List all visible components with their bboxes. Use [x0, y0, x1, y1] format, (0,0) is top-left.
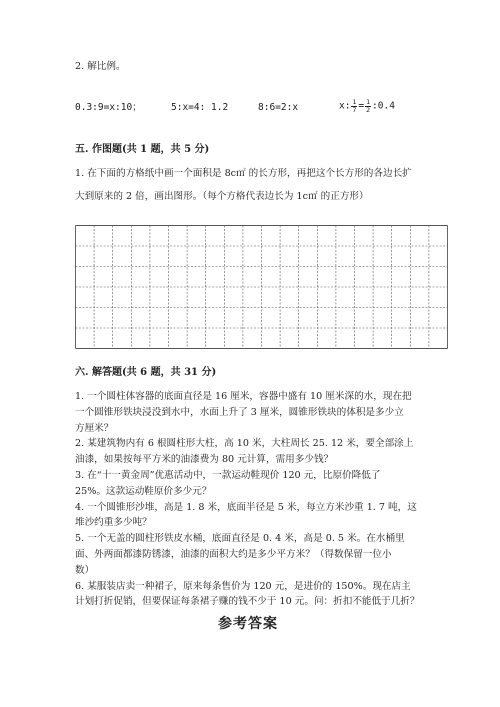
grid-paper	[75, 225, 448, 349]
problem-line: 方厘米？	[75, 422, 114, 434]
equation-2: 5:x=4: 1.2	[171, 102, 229, 113]
fraction-one-seventh: $\frac{1}{7}$	[352, 98, 357, 114]
problem-line: 油漆，如果按每平方米的油漆费为 80 元计算，需用多少钱？	[75, 454, 334, 466]
problem-line: 3. 在“十一黄金周”优惠活动中，一款运动鞋现价 120 元，比原价降低了	[75, 470, 381, 481]
problem-line: 25%。这款运动鞋原价多少元？	[75, 485, 212, 497]
equation-4	[339, 99, 395, 113]
problem-line: 一个圆锥形铁块浸没到水中，水面上升了 3 厘米，圆锥形铁块的体积是多少立	[75, 406, 404, 418]
drawing-question-line-2: 大到原来的 2 倍，画出图形。（每个方格代表边长为 1c㎡ 的正方形）	[75, 191, 369, 202]
problem-line: 堆沙约重多少吨？	[75, 517, 152, 529]
equation-4-suffix: :0.4	[372, 100, 395, 112]
equation-4-prefix: x:	[339, 100, 351, 112]
section4-item2: 2. 解比例。	[75, 61, 126, 72]
problem-line: 面、外两面都漆防锈漆，油漆的面积大约是多少平方米？（得数保留一位小	[75, 549, 392, 560]
answer-key-title: 参考答案	[218, 616, 278, 632]
problem-line: 6. 某服装店卖一种裙子，原来每条售价为 120 元，是进价的 150%。现在店主	[75, 580, 411, 592]
equation-3: 8:6=2:x	[258, 102, 299, 113]
equation-1: 0.3:9=x:10；	[75, 102, 142, 113]
problem-line: 4. 一个圆锥形沙堆，高是 1. 8 米，底面半径是 5 米，每立方米沙重 1. 7 吨，这	[75, 501, 417, 513]
fraction-one-half: $\frac{1}{2}$	[366, 98, 371, 114]
section6-heading: 六. 解答题(共 6 题，共 31 分)	[75, 367, 217, 378]
equation-4-equals: =	[358, 100, 365, 112]
drawing-question-line-1: 1. 在下面的方格纸中画一个面积是 8c㎡ 的长方形，再把这个长方形的各边长扩	[75, 168, 412, 179]
problem-line: 计划打折促销，但要保证每条裙子赚的钱不少于 10 元。问：折扣不能低于几折？	[75, 596, 420, 608]
problem-line: 数）	[75, 564, 95, 576]
problem-line: 2. 某建筑物内有 6 根圆柱形大柱，高 10 米，大柱周长 25. 12 米，要全部涂上	[75, 438, 414, 450]
problem-line: 1. 一个圆柱体容器的底面直径是 16 厘米，容器中盛有 10 厘米深的水，现在把	[75, 391, 412, 402]
problem-line: 5. 一个无盖的圆柱形铁皮水桶，底面直径是 0. 4 米，高是 0. 5 米。在水桶里	[75, 533, 405, 545]
section5-heading: 五. 作图题(共 1 题，共 5 分)	[75, 144, 210, 155]
